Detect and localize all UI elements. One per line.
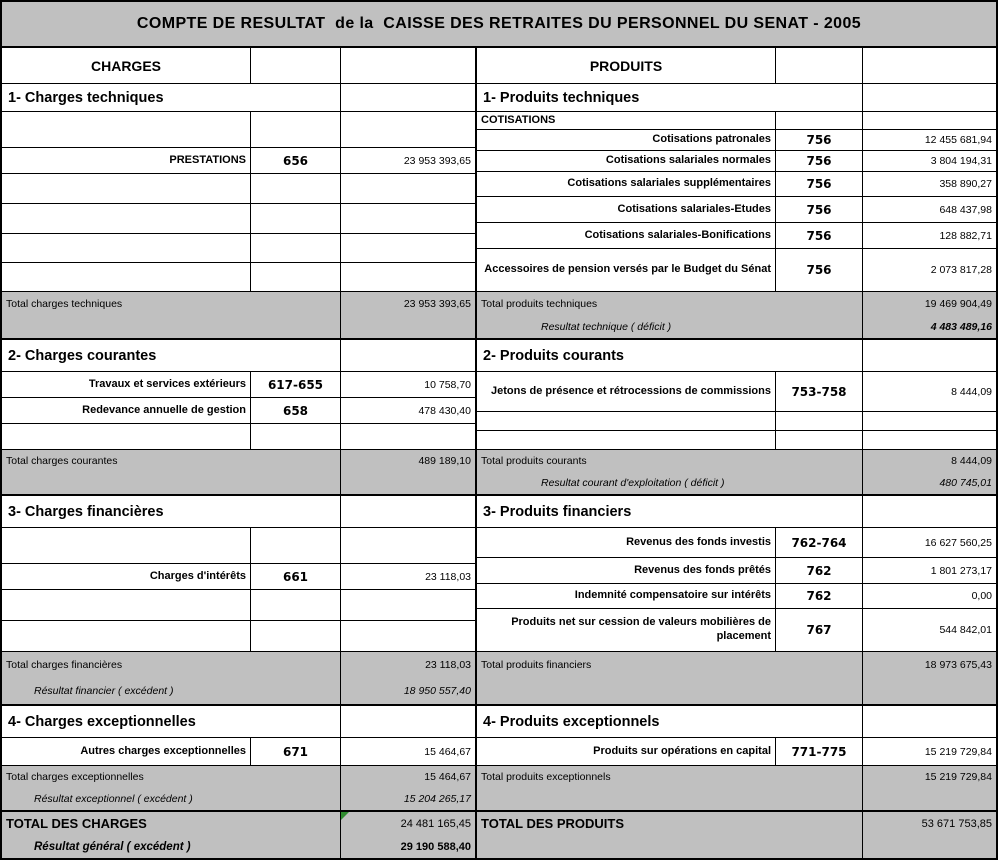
row-amount: 3 804 194,31: [863, 151, 996, 172]
total-line: [2, 652, 475, 678]
empty-cell: [863, 84, 996, 112]
charges-column: [2, 48, 475, 858]
section-heading-charges-courantes: 2- Charges courantes: [2, 340, 341, 372]
row-label: Autres charges exceptionnelles: [2, 738, 251, 766]
row-produits-operations-capital: [477, 738, 996, 766]
row-label: Revenus des fonds investis: [477, 528, 776, 558]
total-label: Total charges financières: [2, 652, 341, 678]
total-line: [2, 766, 475, 788]
grand-total-amount: 53 671 753,85: [921, 817, 992, 830]
empty-cell: [2, 263, 251, 292]
section-heading-row: [2, 496, 475, 528]
group-label: COTISATIONS: [477, 112, 776, 130]
row-amount: 128 882,71: [863, 223, 996, 249]
produits-s3-total-band: [477, 652, 996, 706]
total-label: Total charges exceptionnelles: [2, 766, 341, 788]
total-label: Total charges techniques: [2, 292, 341, 315]
empty-cell: [776, 431, 863, 450]
general-result-line: [2, 835, 475, 858]
empty-cell: [477, 835, 863, 858]
row-label: Cotisations salariales normales: [477, 151, 776, 172]
empty-cell: [477, 412, 776, 431]
empty-cell: [341, 263, 475, 292]
row-amount: 16 627 560,25: [863, 528, 996, 558]
produits-s1-total-band: [477, 292, 996, 340]
account-code: 617-655: [251, 372, 341, 398]
empty-cell: [863, 678, 996, 704]
grand-total-line: [477, 812, 996, 835]
row-label: Produits net sur cession de valeurs mobilières de placement: [477, 609, 776, 652]
total-label: Total produits techniques: [477, 292, 863, 315]
charges-s1-body: [2, 112, 475, 292]
account-code: 756: [776, 197, 863, 223]
table-row-empty: [2, 234, 475, 263]
empty-cell: [251, 263, 341, 292]
grand-total-label: TOTAL DES CHARGES: [2, 812, 341, 835]
section-heading-charges-financieres: 3- Charges financières: [2, 496, 341, 528]
total-line: [477, 766, 996, 788]
section-heading-row: [477, 706, 996, 738]
empty-cell: [2, 315, 341, 338]
produits-s3-body: [477, 528, 996, 652]
row-revenus-fonds-investis: [477, 528, 996, 558]
result-line: [477, 315, 996, 338]
empty-cell: [341, 204, 475, 234]
grand-total-amount: 24 481 165,45: [400, 817, 471, 830]
row-label: Travaux et services extérieurs: [2, 372, 251, 398]
table-row-empty: [2, 204, 475, 234]
empty-cell: [251, 621, 341, 652]
table-row-empty: [2, 528, 475, 564]
charges-s2-total-band: [2, 450, 475, 496]
empty-cell: [863, 788, 996, 810]
total-amount: 18 973 675,43: [924, 659, 992, 671]
total-line: [477, 652, 996, 678]
table-row-empty: [2, 263, 475, 292]
empty-cell: [2, 234, 251, 263]
row-label: Revenus des fonds prêtés: [477, 558, 776, 584]
empty-cell: [341, 48, 475, 84]
row-label: Redevance annuelle de gestion: [2, 398, 251, 424]
total-amount: 23 953 393,65: [403, 297, 471, 310]
empty-cell: [863, 706, 996, 738]
section-heading-produits-techniques: 1- Produits techniques: [477, 84, 863, 112]
row-produits-net-cession: [477, 609, 996, 652]
charges-header-row: [2, 48, 475, 84]
empty-line: [477, 835, 996, 858]
result-line: [2, 315, 475, 338]
total-label: Total produits exceptionnels: [477, 766, 863, 788]
account-code: 767: [776, 609, 863, 652]
empty-cell: [477, 431, 776, 450]
row-cotisations-salariales-normales: [477, 151, 996, 172]
account-code: 756: [776, 223, 863, 249]
row-accessoires-pension: [477, 249, 996, 292]
row-label: Cotisations salariales-Etudes: [477, 197, 776, 223]
total-amount: 489 189,10: [418, 455, 471, 467]
empty-cell: [341, 84, 475, 112]
row-amount: 478 430,40: [341, 398, 475, 424]
account-code: 756: [776, 130, 863, 151]
row-amount: 1 801 273,17: [863, 558, 996, 584]
produits-header-row: [477, 48, 996, 84]
general-result-amount: 29 190 588,40: [400, 840, 471, 853]
result-label: Résultat exceptionnel ( excédent ): [2, 788, 341, 810]
empty-cell: [863, 340, 996, 372]
produits-s2-total-band: [477, 450, 996, 496]
section-heading-produits-financiers: 3- Produits financiers: [477, 496, 863, 528]
row-cotisations-patronales: [477, 130, 996, 151]
row-prestations: [2, 148, 475, 174]
page-title: COMPTE DE RESULTAT de la CAISSE DES RETRAITES DU PERSONNEL DU SENAT - 2005: [2, 2, 996, 48]
row-label: Cotisations salariales-Bonifications: [477, 223, 776, 249]
row-revenus-fonds-pretes: [477, 558, 996, 584]
row-cotisations-group: [477, 112, 996, 130]
section-heading-produits-exceptionnels: 4- Produits exceptionnels: [477, 706, 863, 738]
account-code: 658: [251, 398, 341, 424]
grand-total-amount-cell: [341, 812, 475, 835]
cell-flag-icon: [341, 812, 349, 820]
grand-total-label: TOTAL DES PRODUITS: [477, 812, 863, 835]
result-amount: 480 745,01: [939, 477, 992, 489]
table-row-empty: [2, 112, 475, 148]
row-amount: 15 219 729,84: [863, 738, 996, 766]
row-amount: 23 118,03: [341, 564, 475, 590]
row-charges-interets: [2, 564, 475, 590]
account-code: 762: [776, 584, 863, 609]
row-redevance-gestion: [2, 398, 475, 424]
empty-cell: [776, 112, 863, 130]
empty-cell: [251, 112, 341, 148]
result-label: Résultat financier ( excédent ): [2, 678, 341, 704]
empty-cell: [341, 590, 475, 621]
row-label: Cotisations patronales: [477, 130, 776, 151]
section-heading-row: [477, 496, 996, 528]
row-amount: 12 455 681,94: [863, 130, 996, 151]
row-amount: 0,00: [863, 584, 996, 609]
empty-cell: [251, 590, 341, 621]
total-line: [477, 292, 996, 315]
empty-cell: [776, 412, 863, 431]
result-amount: 18 950 557,40: [403, 685, 471, 697]
account-code: 762-764: [776, 528, 863, 558]
row-amount: 2 073 817,28: [863, 249, 996, 292]
empty-cell: [2, 174, 251, 204]
charges-s1-total-band: [2, 292, 475, 340]
row-cotisations-salariales-etudes: [477, 197, 996, 223]
charges-s3-total-band: [2, 652, 475, 706]
empty-cell: [863, 496, 996, 528]
row-amount: 358 890,27: [863, 172, 996, 197]
row-amount: 10 758,70: [341, 372, 475, 398]
table-row-empty: [477, 412, 996, 431]
produits-s2-body: [477, 372, 996, 450]
row-label: Charges d'intérêts: [2, 564, 251, 590]
produits-grand-total-band: [477, 812, 996, 858]
result-line: [2, 472, 475, 494]
empty-cell: [341, 424, 475, 450]
table-row-empty: [2, 174, 475, 204]
result-line: [477, 472, 996, 494]
empty-cell: [2, 424, 251, 450]
row-label: Indemnité compensatoire sur intérêts: [477, 584, 776, 609]
charges-grand-total-band: [2, 812, 475, 858]
section-heading-row: [477, 84, 996, 112]
total-amount: 23 118,03: [425, 659, 471, 671]
empty-cell: [341, 706, 475, 738]
section-heading-produits-courants: 2- Produits courants: [477, 340, 863, 372]
account-code: 756: [776, 249, 863, 292]
row-indemnite-compensatoire: [477, 584, 996, 609]
account-code: 771-775: [776, 738, 863, 766]
result-amount: 15 204 265,17: [403, 793, 471, 805]
empty-cell: [251, 174, 341, 204]
produits-column: [475, 48, 996, 858]
empty-cell: [863, 112, 996, 130]
section-heading-row: [2, 706, 475, 738]
total-amount: 8 444,09: [951, 455, 992, 467]
empty-cell: [863, 835, 996, 858]
section-heading-charges-techniques: 1- Charges techniques: [2, 84, 341, 112]
empty-cell: [341, 472, 475, 494]
empty-cell: [2, 621, 251, 652]
row-amount: 648 437,98: [863, 197, 996, 223]
empty-cell: [341, 621, 475, 652]
total-line: [2, 450, 475, 472]
row-jetons-presence: [477, 372, 996, 412]
row-autres-charges-exceptionnelles: [2, 738, 475, 766]
empty-cell: [341, 174, 475, 204]
section-heading-charges-exceptionnelles: 4- Charges exceptionnelles: [2, 706, 341, 738]
empty-cell: [2, 528, 251, 564]
account-code: 656: [251, 148, 341, 174]
empty-cell: [477, 788, 863, 810]
charges-s2-body: [2, 372, 475, 450]
result-line: [477, 678, 996, 704]
empty-cell: [341, 315, 475, 338]
empty-cell: [2, 590, 251, 621]
empty-cell: [863, 412, 996, 431]
row-label: Cotisations salariales supplémentaires: [477, 172, 776, 197]
row-cotisations-salariales-bonifications: [477, 223, 996, 249]
produits-s4-total-band: [477, 766, 996, 812]
result-line: [2, 788, 475, 810]
row-travaux-services: [2, 372, 475, 398]
statement-table: [2, 48, 996, 858]
row-label: PRESTATIONS: [2, 148, 251, 174]
empty-cell: [2, 204, 251, 234]
row-amount: 8 444,09: [863, 372, 996, 412]
account-code: 753-758: [776, 372, 863, 412]
charges-s4-total-band: [2, 766, 475, 812]
result-amount: 4 483 489,16: [930, 320, 992, 333]
grand-total-line: [2, 812, 475, 835]
account-code: 762: [776, 558, 863, 584]
empty-cell: [251, 204, 341, 234]
empty-cell: [477, 678, 863, 704]
total-line: [477, 450, 996, 472]
empty-cell: [863, 48, 996, 84]
produits-column-header: PRODUITS: [477, 48, 776, 84]
account-code: 756: [776, 151, 863, 172]
section-heading-row: [477, 340, 996, 372]
section-heading-row: [2, 340, 475, 372]
section-heading-row: [2, 84, 475, 112]
empty-cell: [341, 496, 475, 528]
empty-cell: [341, 112, 475, 148]
row-cotisations-salariales-supplementaires: [477, 172, 996, 197]
total-label: Total produits financiers: [477, 652, 863, 678]
table-row-empty: [2, 621, 475, 652]
row-label: Jetons de présence et rétrocessions de commissions: [477, 372, 776, 412]
empty-cell: [251, 234, 341, 263]
account-code: 671: [251, 738, 341, 766]
total-amount: 19 469 904,49: [924, 297, 992, 310]
total-line: [2, 292, 475, 315]
empty-cell: [863, 431, 996, 450]
charges-s3-body: [2, 528, 475, 652]
total-label: Total produits courants: [477, 450, 863, 472]
produits-s1-body: [477, 112, 996, 292]
empty-cell: [2, 112, 251, 148]
table-row-empty: [2, 590, 475, 621]
total-label: Total charges courantes: [2, 450, 341, 472]
charges-column-header: CHARGES: [2, 48, 251, 84]
row-label: Accessoires de pension versés par le Budget du Sénat: [477, 249, 776, 292]
account-code: 661: [251, 564, 341, 590]
account-code: 756: [776, 172, 863, 197]
empty-cell: [341, 234, 475, 263]
empty-cell: [341, 340, 475, 372]
empty-cell: [776, 48, 863, 84]
empty-cell: [341, 528, 475, 564]
result-label: Resultat courant d'exploitation ( déficit ): [477, 472, 863, 494]
empty-cell: [251, 528, 341, 564]
result-line: [2, 678, 475, 704]
result-label: Resultat technique ( déficit ): [477, 315, 863, 338]
table-row-empty: [2, 424, 475, 450]
charges-s4-body: [2, 738, 475, 766]
row-amount: 23 953 393,65: [341, 148, 475, 174]
empty-cell: [251, 424, 341, 450]
general-result-label: Résultat général ( excédent ): [2, 835, 341, 858]
empty-cell: [2, 472, 341, 494]
row-amount: 544 842,01: [863, 609, 996, 652]
row-amount: 15 464,67: [341, 738, 475, 766]
produits-s4-body: [477, 738, 996, 766]
empty-cell: [251, 48, 341, 84]
table-row-empty: [477, 431, 996, 450]
result-line: [477, 788, 996, 810]
total-amount: 15 219 729,84: [924, 771, 992, 783]
row-label: Produits sur opérations en capital: [477, 738, 776, 766]
total-amount: 15 464,67: [424, 771, 471, 783]
